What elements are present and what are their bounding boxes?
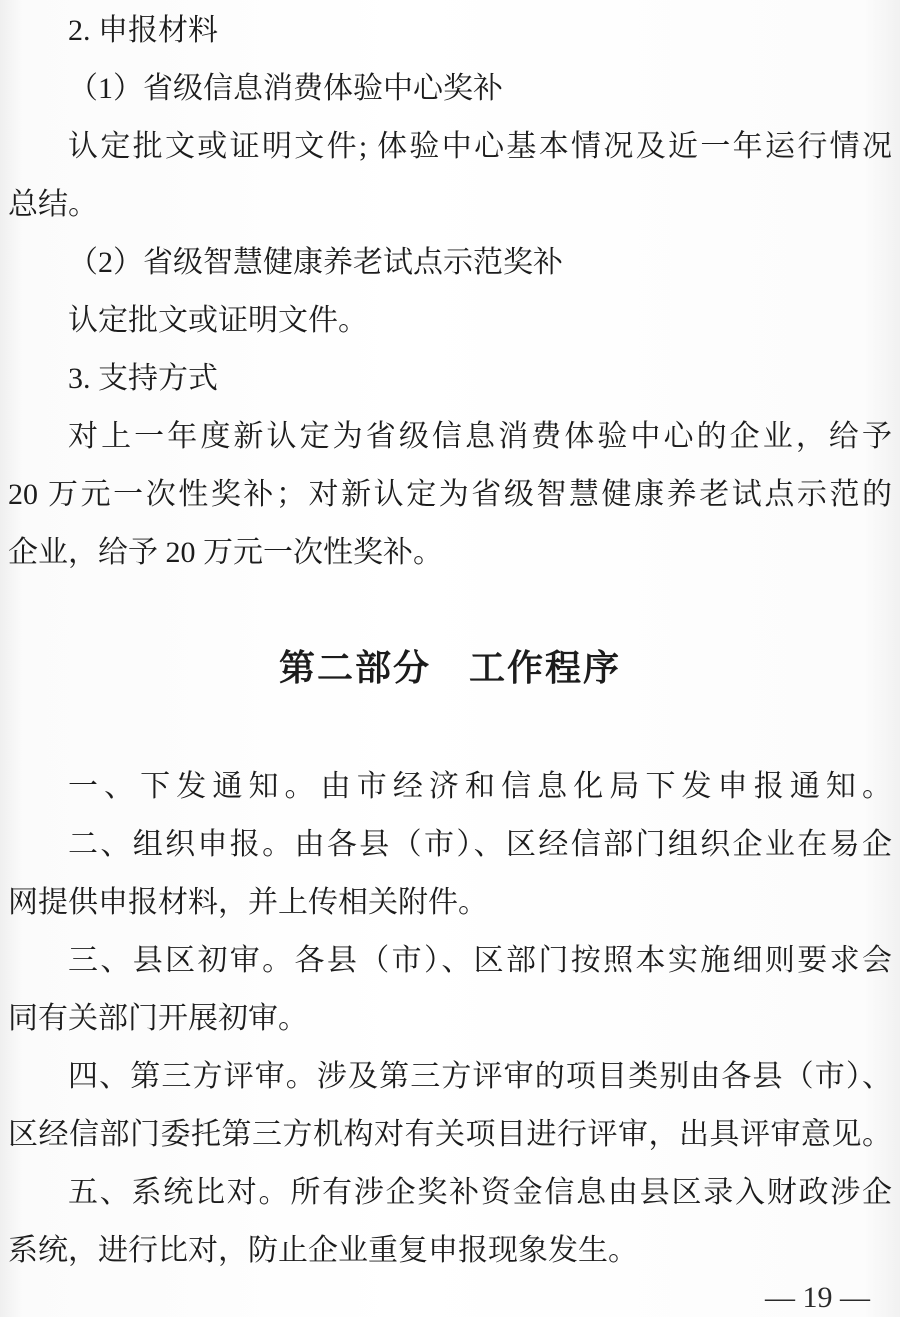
text-line: 一、下发通知。由市经济和信息化局下发申报通知。 <box>68 770 892 803</box>
text-line: 二、组织申报。由各县（市）、区经信部门组织企业在易企 <box>68 828 892 861</box>
text-line: 四、第三方评审。涉及第三方评审的项目类别由各县（市）、 <box>68 1060 892 1093</box>
text-line: （1）省级信息消费体验中心奖补 <box>68 72 503 105</box>
text-line: 企业，给予 20 万元一次性奖补。 <box>8 536 443 569</box>
text-line: 五、系统比对。所有涉企奖补资金信息由县区录入财政涉企 <box>68 1176 892 1209</box>
text-line: （2）省级智慧健康养老试点示范奖补 <box>68 246 563 279</box>
text-line: 区经信部门委托第三方机构对有关项目进行评审，出具评审意见。 <box>8 1118 892 1151</box>
section-work-procedure <box>8 758 892 1280</box>
text-line: 认定批文或证明文件; 体验中心基本情况及近一年运行情况 <box>68 130 892 163</box>
text-line: 三、县区初审。各县（市）、区部门按照本实施细则要求会 <box>68 944 892 977</box>
text-line: 3. 支持方式 <box>68 362 218 395</box>
section-heading: 第二部分 工作程序 <box>278 647 621 688</box>
text-line: 总结。 <box>8 188 98 221</box>
text-line: 对上一年度新认定为省级信息消费体验中心的企业，给予 <box>68 420 892 453</box>
section-application-materials <box>8 2 892 582</box>
text-line: 20 万元一次性奖补；对新认定为省级智慧健康养老试点示范的 <box>8 478 892 511</box>
text-line: 同有关部门开展初审。 <box>8 1002 308 1035</box>
text-line: 认定批文或证明文件。 <box>68 304 368 337</box>
page-number: — 19 — <box>765 1281 870 1314</box>
text-line: 网提供申报材料，并上传相关附件。 <box>8 886 488 919</box>
text-line: 2. 申报材料 <box>68 14 218 47</box>
text-line: 系统，进行比对，防止企业重复申报现象发生。 <box>8 1234 638 1267</box>
